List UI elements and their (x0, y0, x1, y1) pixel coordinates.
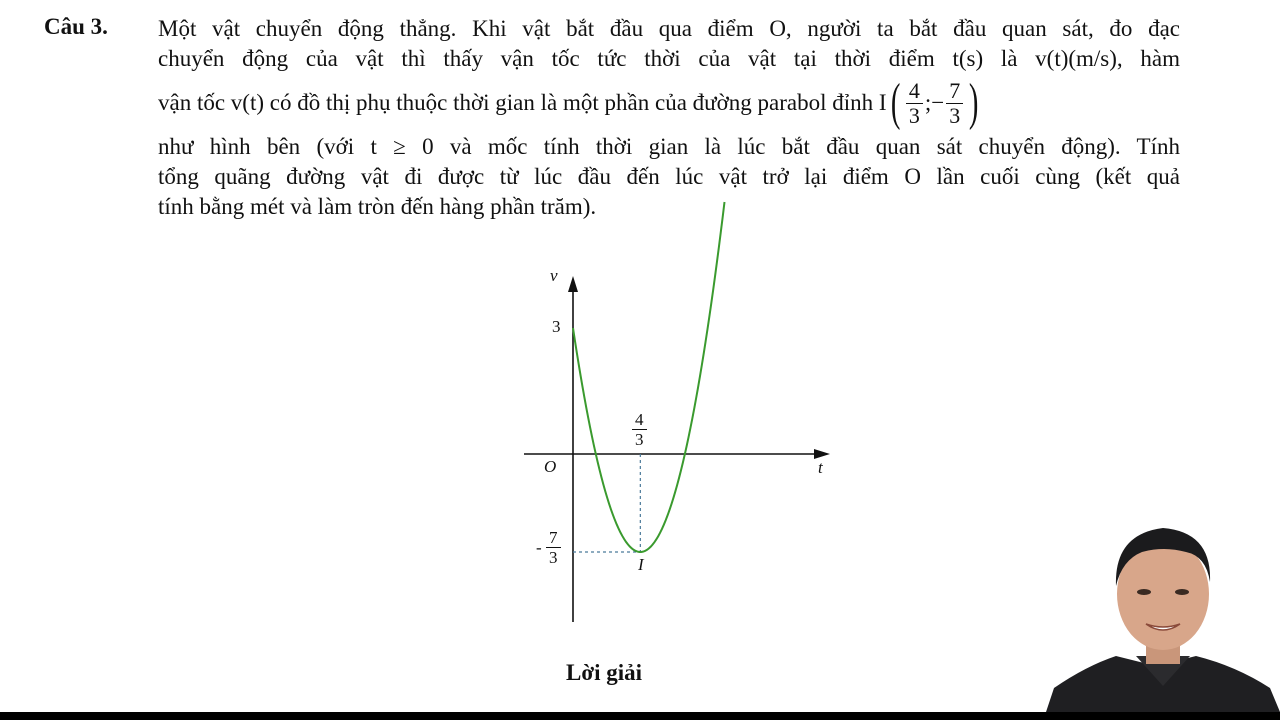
question-line-5: tổng quãng đường vật đi được từ lúc đầu đến lúc vật trở lại điểm O lần cuối cùng (kết quả (158, 164, 1180, 189)
presenter-avatar (1046, 516, 1280, 712)
v-axis-arrow (568, 276, 578, 292)
parabola-curve (573, 202, 725, 552)
question-line-6: tính bằng mét và làm tròn đến hàng phần trăm). (158, 194, 597, 219)
vertex-x-numerator: 4 (906, 79, 923, 104)
vertex-t-denominator: 3 (635, 430, 644, 449)
presenter-webcam (1046, 516, 1280, 712)
v-axis-label: v (550, 266, 558, 285)
left-paren: ( (890, 74, 900, 131)
vertex-t-label (632, 410, 647, 449)
bottom-bar (0, 712, 1280, 720)
vertex-v-label (546, 528, 561, 567)
y-intercept-label: 3 (552, 317, 561, 336)
vertex-x-denominator: 3 (908, 102, 920, 128)
vertex-v-denominator: 3 (549, 548, 558, 567)
right-paren: ) (969, 74, 979, 131)
question-line-2: chuyển động của vật thì thấy vận tốc tức thời của vật tại thời điểm t(s) là v(t)(m/s), hàm (158, 46, 1180, 71)
vertex-t-numerator: 4 (632, 410, 647, 430)
question-label: Câu 3. (44, 14, 108, 39)
vertex-label: I (638, 555, 644, 574)
question-line-3-text: vận tốc v(t) có đồ thị phụ thuộc thời gian là một phần của đường parabol đỉnh I (158, 90, 887, 115)
question-line-4: như hình bên (với t ≥ 0 và mốc tính thời gian là lúc bắt đầu quan sát chuyển động). Tính (158, 134, 1180, 159)
question-line-1: Một vật chuyển động thẳng. Khi vật bắt đầu qua điểm O, người ta bắt đầu quan sát, đo đạc (158, 16, 1180, 41)
origin-label: O (544, 457, 557, 476)
vertex-v-numerator: 7 (546, 528, 561, 548)
vertex-y-denominator: 3 (949, 102, 961, 128)
solution-title: Lời giải (566, 660, 642, 685)
vertex-separator: ;− (924, 90, 945, 115)
vertex-y-numerator: 7 (946, 79, 963, 104)
t-axis-label: t (818, 458, 823, 477)
vertex-v-sign: - (536, 538, 542, 557)
